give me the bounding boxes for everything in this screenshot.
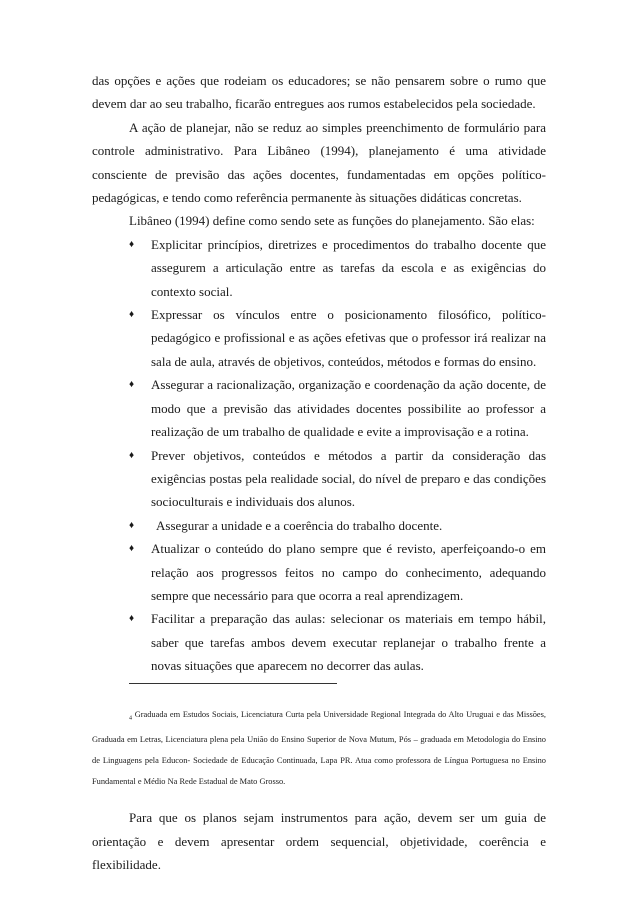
diamond-bullet-icon: ♦ [129, 238, 135, 250]
diamond-bullet-icon: ♦ [129, 519, 135, 531]
footnote-text: Graduada em Estudos Sociais, Licenciatura Curta pela Universidade Regional Integrada do Alto Uruguai e das Missões, Graduada em Letras, Licenciatura plena pela União do Ensino Superior de Nova Mutum, Pós – graduada em Metodologia do Ensino de Linguagens pela Educon- Sociedade de Educação Continuada, Lapa PR. Atua como professora de Língua Portuguesa no Ensino Fundamental e Médio Na Rede Estadual de Mato Grosso. [92, 709, 547, 787]
diamond-bullet-icon: ♦ [129, 543, 135, 555]
list-item-text: Atualizar o conteúdo do plano sempre que é revisto, aperfeiçoando-o em relação aos progressos feitos no campo do conhecimento, adequando sempre que necessário para que ocorra a real aprendizagem. [151, 541, 546, 603]
paragraph-3: Libâneo (1994) define como sendo sete as funções do planejamento. São elas: [129, 213, 535, 229]
list-item [129, 444, 546, 514]
list-item-text: Explicitar princípios, diretrizes e procedimentos do trabalho docente que assegurem a articulação entre as tarefas da escola e as exigências do contexto social. [151, 236, 546, 299]
list-item-text: Expressar os vínculos entre o posicionamento filosófico, político-pedagógico e profissional e as ações efetivas que o professor irá realizar na sala de aula, através de objetivos, conteúdos, métodos e formas do ensino. [151, 307, 546, 369]
footnote-separator [129, 683, 337, 684]
list-item [129, 537, 546, 607]
paragraph-1: das opções e ações que rodeiam os educadores; se não pensarem sobre o rumo que devem dar ao seu trabalho, ficarão entregues aos rumos estabelecidos pela sociedade. [92, 73, 546, 112]
diamond-bullet-icon: ♦ [129, 613, 135, 625]
list-item-text: Assegurar a racionalização, organização e coordenação da ação docente, de modo que a previsão das atividades docentes possibilite ao professor a realização de um trabalho de qualidade e evite a improvisação e a rotina. [151, 377, 546, 440]
list-item [129, 514, 546, 537]
paragraph-2: A ação de planejar, não se reduz ao simples preenchimento de formulário para controle administrativo. Para Libâneo (1994), planejamento é uma atividade consciente de previsão das ações docentes, fundamentadas em opções político-pedagógicas, e tendo como referência permanente às situações didáticas concretas. [92, 119, 546, 206]
footnote-marker: 4 [129, 715, 132, 722]
closing-paragraph: Para que os planos sejam instrumentos para ação, devem ser um guia de orientação e devem apresentar ordem sequencial, objetividade, coerência e flexibilidade. [92, 810, 546, 873]
diamond-bullet-icon: ♦ [129, 309, 135, 321]
list-item-text: Facilitar a preparação das aulas: selecionar os materiais em tempo hábil, saber que tarefas ambos devem executar replanejar o trabalho frente a novas situações que aparecem no decorrer das aulas. [151, 611, 546, 674]
list-item [129, 303, 546, 373]
list-item-text: Assegurar a unidade e a coerência do trabalho docente. [156, 517, 443, 533]
list-item [129, 233, 546, 303]
functions-list [129, 233, 546, 678]
list-item [129, 607, 546, 677]
list-item-text: Prever objetivos, conteúdos e métodos a partir da consideração das exigências postas pela realidade social, do nível de preparo e das condições socioculturais e individuais dos alunos. [151, 447, 546, 510]
list-item [129, 373, 546, 443]
diamond-bullet-icon: ♦ [129, 379, 135, 391]
footnote [92, 704, 546, 793]
diamond-bullet-icon: ♦ [129, 449, 135, 461]
